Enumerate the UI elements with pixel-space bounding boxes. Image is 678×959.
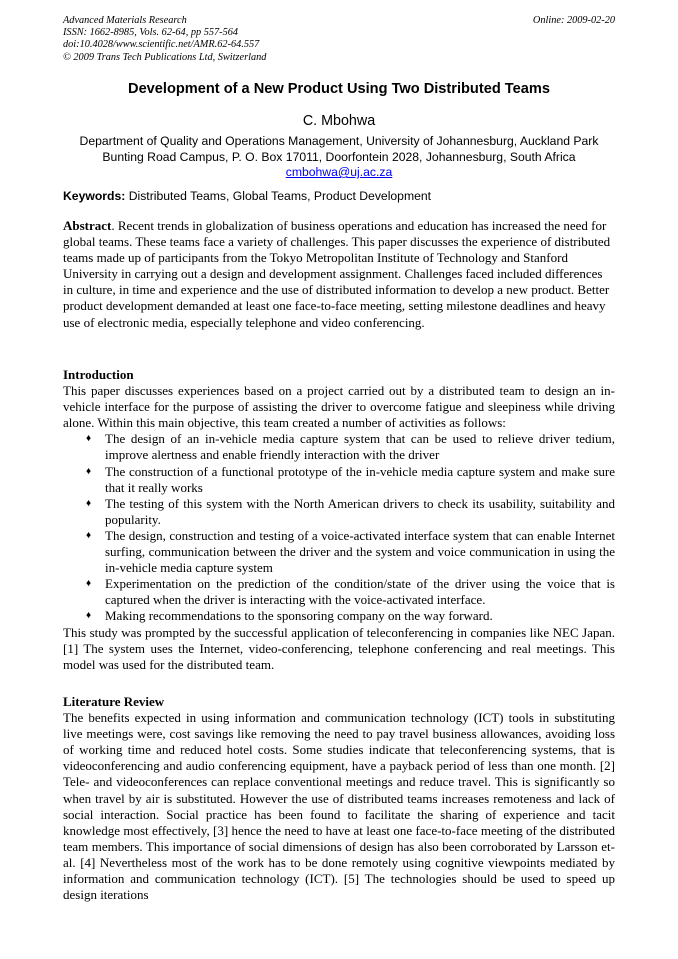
activities-list	[63, 431, 615, 624]
diamond-bullet-icon: ♦	[86, 529, 92, 541]
diamond-bullet-icon: ♦	[86, 610, 92, 622]
list-item	[63, 608, 615, 624]
introduction-section	[63, 367, 615, 673]
journal-header	[63, 15, 615, 64]
list-item-text: Experimentation on the prediction of the condition/state of the driver using the voice that is captured when the driver is interacting with the voice-activated interface.	[105, 576, 615, 608]
journal-issn: ISSN: 1662-8985, Vols. 62-64, pp 557-564	[63, 27, 239, 39]
introduction-paragraph-1: This paper discusses experiences based on a project carried out by a distributed team to design an in-vehicle interface for the purpose of assisting the driver to overcome fatigue and sleepiness while driving alone. Within this main objective, this team created a number of activities as follows:	[63, 383, 615, 431]
affiliation-line-2: Bunting Road Campus, P. O. Box 17011, Doorfontein 2028, Johannesburg, South Africa	[102, 149, 576, 164]
diamond-bullet-icon: ♦	[86, 433, 92, 445]
abstract-text: . Recent trends in globalization of business operations and education has increased the need for global teams. These teams face a variety of challenges. This paper discusses the experience of distributed teams made up of participants from the Tokyo Metropolitan Institute of Technology and Stanford University in carrying out a design and development assignment. Challenges faced included differences in culture, in time and experience and the use of distributed information to develop a new product. Better product development demanded at least one face-to-face meeting, setting milestone deadlines and heavy use of electronic media, especially telephone and video conferencing.	[63, 218, 611, 330]
journal-doi: doi:10.4028/www.scientific.net/AMR.62-64.557	[63, 39, 260, 51]
list-item-text: The design of an in-vehicle media capture system that can be used to relieve driver tedium, improve alertness and enable friendly interaction with the driver	[105, 431, 615, 463]
list-item	[63, 496, 615, 528]
list-item-text: The construction of a functional prototype of the in-vehicle media capture system and make sure that it really works	[105, 463, 615, 495]
literature-review-heading: Literature Review	[63, 694, 165, 709]
keywords-text: Distributed Teams, Global Teams, Product Development	[128, 189, 432, 203]
introduction-paragraph-2: This study was prompted by the successful application of teleconferencing in companies like NEC Japan. [1] The system uses the Internet, video-conferencing, telephone conferencing and real meetings. This model was used for the distributed team.	[63, 624, 615, 672]
author-affiliation	[0, 134, 678, 181]
keywords-label: Keywords:	[63, 189, 126, 203]
list-item-text: Making recommendations to the sponsoring company on the way forward.	[105, 608, 493, 624]
abstract-label: Abstract	[63, 218, 112, 233]
keywords	[63, 189, 615, 203]
list-item	[63, 528, 615, 576]
paper-title: Development of a New Product Using Two Distributed Teams	[128, 81, 550, 97]
author-email-link[interactable]: cmbohwa@uj.ac.za	[285, 165, 393, 179]
list-item-text: The testing of this system with the North American drivers to check its usability, suitability and popularity.	[105, 495, 615, 527]
journal-name: Advanced Materials Research	[63, 15, 187, 26]
literature-review-section	[63, 694, 615, 903]
journal-copyright: © 2009 Trans Tech Publications Ltd, Switzerland	[63, 51, 267, 63]
list-item	[63, 576, 615, 608]
list-item	[63, 431, 615, 463]
author-name: C. Mbohwa	[302, 113, 376, 129]
diamond-bullet-icon: ♦	[86, 465, 92, 477]
abstract	[63, 218, 615, 331]
online-date: Online: 2009-02-20	[532, 15, 615, 26]
diamond-bullet-icon: ♦	[86, 497, 92, 509]
diamond-bullet-icon: ♦	[86, 578, 92, 590]
affiliation-line-1: Department of Quality and Operations Management, University of Johannesburg, Auckland Park	[79, 134, 599, 148]
list-item-text: The design, construction and testing of a voice-activated interface system that can enable Internet surfing, communication between the driver and the system and voice communication in using the in-vehicle media capture system	[105, 527, 615, 576]
literature-review-paragraph: The benefits expected in using information and communication technology (ICT) tools in substituting live meetings were, cost savings like removing the need to pay travel business allowances, avoiding loss of working time and reduced hotel costs. Some studies indicate that teleconferencing systems, that is videoconferencing and audio conferencing equipment, have a payback period of less than one month. [2] Tele- and videoconferences can replace conventional meetings and reduce travel. This is significantly so when travel by air is substituted. However the use of distributed teams increases remoteness and lack of social interaction. Social practice has been found to facilitate the sharing of experience and tacit knowledge most effectively, [3] hence the need to have at least one face-to-face meeting of the distributed team members. This importance of social dimensions of design has also been corroborated by Larsson et-al. [4] Nevertheless most of the work has to be done remotely using cognitive viewpoints mediated by information and communication technology (ICT). [5] The technologies should be used to speed up design iterations	[63, 710, 615, 903]
list-item	[63, 464, 615, 496]
introduction-heading: Introduction	[63, 367, 134, 382]
